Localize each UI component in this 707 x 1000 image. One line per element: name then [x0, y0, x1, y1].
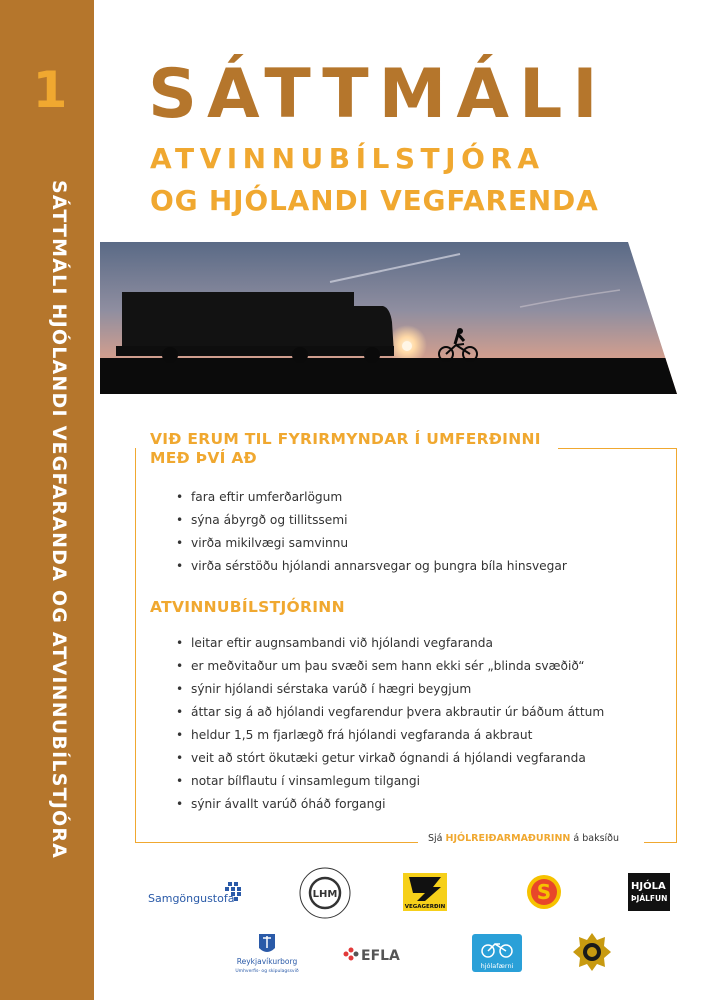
sidebar-number: 1: [32, 61, 68, 119]
list-item: • sýnir hjólandi sérstaka varúð í hægri beygjum: [178, 681, 604, 704]
section-1-heading-line-2: MEÐ ÞVÍ AÐ: [150, 449, 257, 467]
subtitle-line-1: ATVINNUBÍLSTJÓRA: [150, 142, 545, 175]
list-item: • leitar eftir augnsambandi við hjólandi vegfaranda: [178, 635, 604, 658]
sidebar-vertical-text: SÁTTMÁLI HJÓLANDI VEGFARANDA OG ATVINNUBÍLSTJÓRA: [48, 180, 70, 860]
page-title: SÁTTMÁLI: [148, 55, 608, 134]
footer-note-emphasis: HJÓLREIÐARMAÐURINN: [445, 833, 571, 844]
list-item: • notar bílflautu í vinsamlegum tilgangi: [178, 773, 604, 796]
svg-text:LHM: LHM: [312, 889, 338, 900]
list-item: • fara eftir umferðarlögum: [178, 489, 567, 512]
svg-text:ÞJÁLFUN: ÞJÁLFUN: [631, 894, 668, 903]
section-1-heading-line-1: VIÐ ERUM TIL FYRIRMYNDAR Í UMFERÐINNI: [150, 430, 541, 448]
samgongustofa-logo: [148, 880, 248, 908]
svg-text:VEGAGERÐIN: VEGAGERÐIN: [404, 904, 446, 910]
sidebar-strip: [94, 0, 100, 1000]
footer-note: Sjá HJÓLREIÐARMAÐURINN á baksíðu: [428, 833, 620, 844]
list-item: • er meðvitaður um þau svæði sem hann ekki sér „blinda svæðið“: [178, 658, 604, 681]
police-badge-logo: [572, 932, 612, 972]
svg-text:Samgöngustofa: Samgöngustofa: [148, 892, 235, 905]
hjolafaerni-logo: [472, 934, 522, 972]
svg-text:Reykjavíkurborg: Reykjavíkurborg: [236, 957, 298, 966]
list-item: • áttar sig á að hjólandi vegfarendur þvera akbrautir úr báðum áttum: [178, 704, 604, 727]
list-item: • virða mikilvægi samvinnu: [178, 535, 567, 558]
list-item: • sýnir ávallt varúð óháð forgangi: [178, 796, 604, 819]
subtitle-line-2: OG HJÓLANDI VEGFARENDA: [150, 184, 599, 217]
lhm-logo: [298, 866, 352, 920]
list-item: • virða sérstöðu hjólandi annarsvegar og þungra bíla hinsvegar: [178, 558, 567, 581]
content-frame-top-line: [558, 448, 676, 449]
sidebar: [0, 0, 100, 1000]
list-item: • heldur 1,5 m fjarlægð frá hjólandi vegfaranda á akbraut: [178, 727, 604, 750]
reykjavikurborg-logo: [222, 932, 312, 974]
vegagerdin-logo: [403, 873, 447, 911]
s-logo: [526, 874, 562, 910]
sunset-truck-cyclist-image: [100, 242, 677, 394]
section-2-list: [178, 635, 604, 819]
section-2-heading: ATVINNUBÍLSTJÓRINN: [150, 598, 345, 616]
list-item: • veit að stórt ökutæki getur virkað ógnandi á hjólandi vegfaranda: [178, 750, 604, 773]
svg-text:hjólafærni: hjólafærni: [480, 962, 514, 970]
hero-photo: [100, 242, 677, 394]
hjolathjalfun-logo: [628, 873, 670, 911]
efla-logo: [342, 944, 414, 964]
svg-text:EFLA: EFLA: [361, 948, 400, 964]
svg-text:Umhverfis- og skipulagssvið: Umhverfis- og skipulagssvið: [235, 969, 299, 974]
svg-text:S: S: [536, 880, 552, 904]
section-1-list: [178, 489, 567, 581]
svg-text:HJÓLA: HJÓLA: [631, 881, 666, 892]
section-1-heading: [150, 430, 541, 468]
sidebar-vertical-title: [30, 180, 70, 940]
list-item: • sýna ábyrgð og tillitssemi: [178, 512, 567, 535]
